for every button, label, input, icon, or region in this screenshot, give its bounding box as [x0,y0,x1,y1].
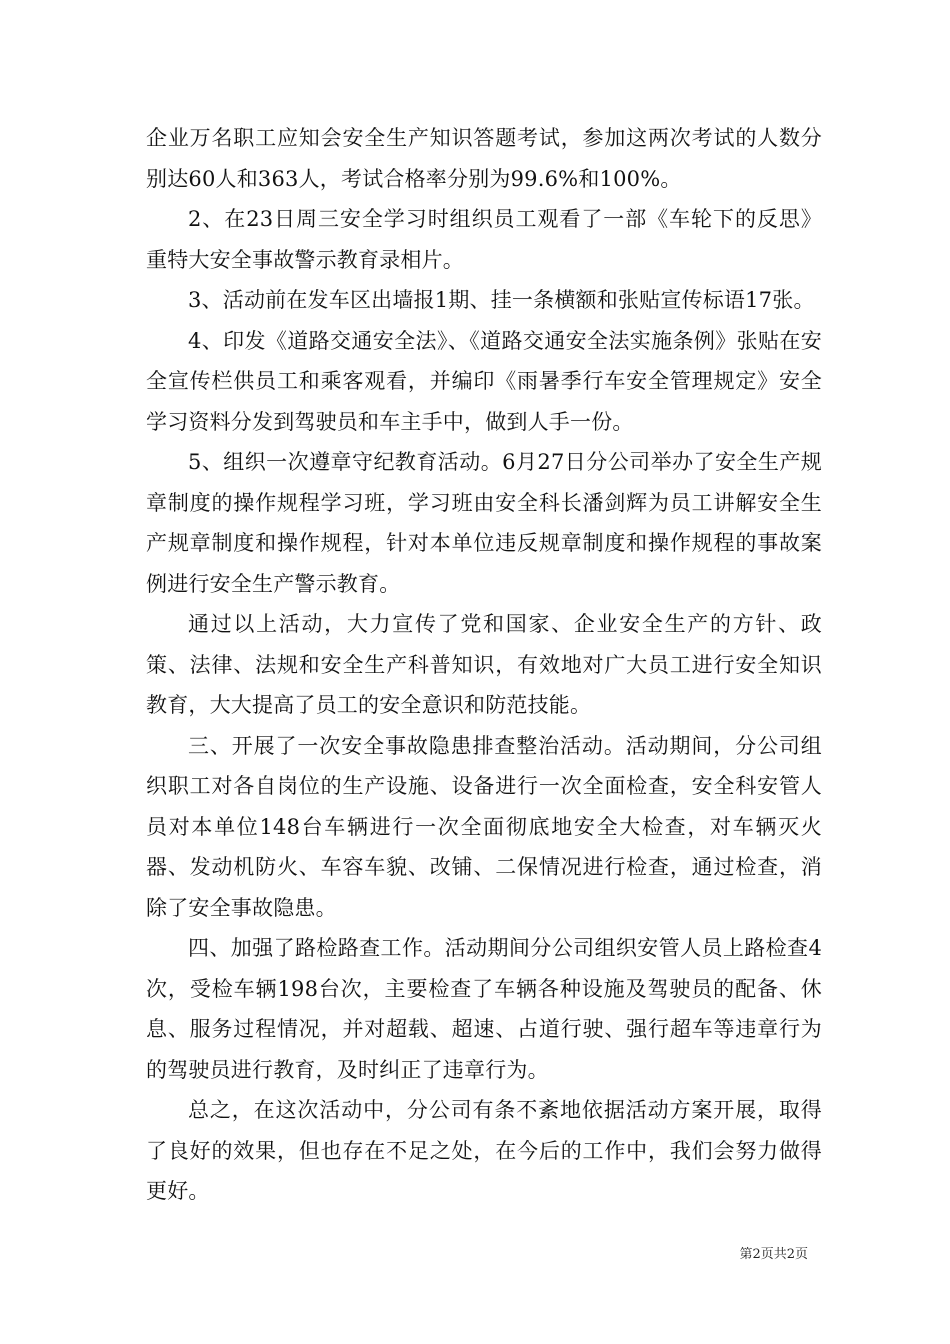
paragraph-exam-results: 企业万名职工应知会安全生产知识答题考试，参加这两次考试的人数分别达60人和363人，考试合格率分别为99.6%和100%。 [146,126,822,191]
paragraph-section-four: 四、加强了路检路查工作。活动期间分公司组织安管人员上路检查4次，受检车辆198台次，主要检查了车辆各种设施及驾驶员的配备、休息、服务过程情况，并对超载、超速、占道行驶、强行超车等违章行为的驾驶员进行教育，及时纠正了违章行为。 [146,936,822,1082]
paragraph-item-5: 5、组织一次遵章守纪教育活动。6月27日分公司举办了安全生产规章制度的操作规程学习班，学习班由安全科长潘剑辉为员工讲解安全生产规章制度和操作规程，针对本单位违反规章制度和操作规程的事故案例进行安全生产警示教育。 [146,450,822,596]
paragraph-conclusion: 总之，在这次活动中，分公司有条不紊地依据活动方案开展，取得了良好的效果，但也存在不足之处，在今后的工作中，我们会努力做得更好。 [146,1098,822,1203]
paragraph-item-2: 2、在23日周三安全学习时组织员工观看了一部《车轮下的反思》重特大安全事故警示教育录相片。 [146,207,822,272]
document-body [146,118,822,1212]
paragraph-item-4: 4、印发《道路交通安全法》、《道路交通安全法实施条例》张贴在安全宣传栏供员工和乘客观看，并编印《雨暑季行车安全管理规定》安全学习资料分发到驾驶员和车主手中，做到人手一份。 [146,328,822,434]
paragraph-section-three: 三、开展了一次安全事故隐患排查整治活动。活动期间，分公司组织职工对各自岗位的生产设施、设备进行一次全面检查，安全科安管人员对本单位148台车辆进行一次全面彻底地安全大检查，对车辆灭火器、发动机防火、车容车貌、改铺、二保情况进行检查，通过检查，消除了安全事故隐患。 [146,733,822,920]
paragraph-summary-activities: 通过以上活动，大力宣传了党和国家、企业安全生产的方针、政策、法律、法规和安全生产科普知识，有效地对广大员工进行安全知识教育，大大提高了员工的安全意识和防范技能。 [146,612,822,717]
page-number-footer: 第2页共2页 [739,1247,808,1262]
paragraph-item-3: 3、活动前在发车区出墙报1期、挂一条横额和张贴宣传标语17张。 [188,288,815,312]
